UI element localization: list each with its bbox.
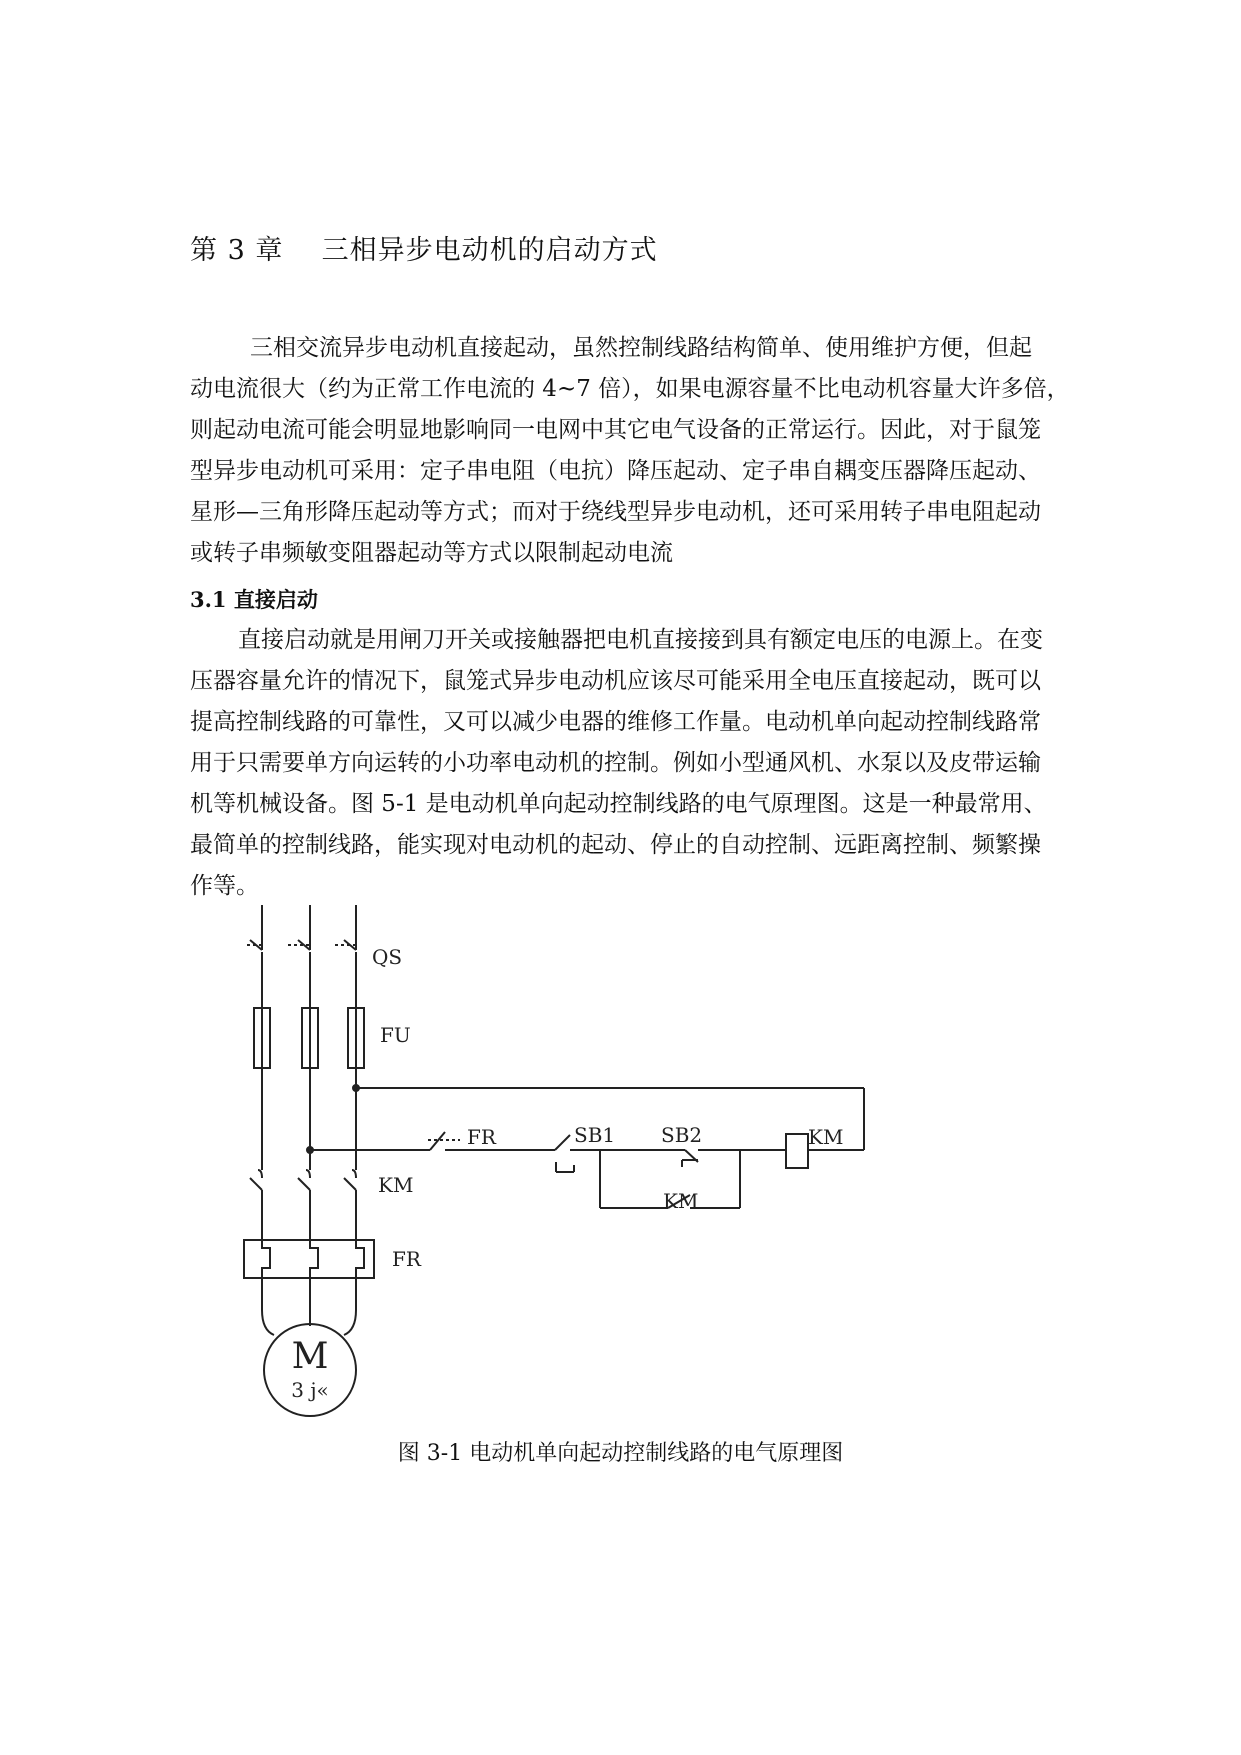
text-line: 机等机械设备。图 5-1 是电动机单向起动控制线路的电气原理图。这是一种最常用、 (190, 791, 1047, 817)
chapter-title: 第 3 章 三相异步电动机的启动方式 (190, 235, 658, 266)
text-line: 提高控制线路的可靠性，又可以减少电器的维修工作量。电动机单向起动控制线路常 (190, 709, 1041, 735)
sb1-label: SB1 (574, 1123, 616, 1147)
km-coil-label: KM (808, 1125, 844, 1149)
fu-label: FU (380, 1023, 411, 1047)
text-line: 动电流很大（约为正常工作电流的 4~7 倍），如果电源容量不比电动机容量大许多倍， (190, 376, 1070, 402)
text-line: 直接启动就是用闸刀开关或接触器把电机直接接到具有额定电压的电源上。在变 (238, 627, 1043, 653)
text-line: 最简单的控制线路，能实现对电动机的起动、停止的自动控制、远距离控制、频繁操 (190, 832, 1041, 858)
qs-switch (247, 940, 356, 1005)
qs-label: QS (372, 945, 403, 969)
text-line: 星形—三角形降压起动等方式；而对于绕线型异步电动机，还可采用转子串电阻起动 (190, 499, 1041, 525)
sb2-label: SB2 (661, 1123, 703, 1147)
km-main-contacts (250, 1170, 356, 1240)
km-aux-label: KM (663, 1189, 699, 1213)
motor-phase-label: 3 j« (291, 1378, 329, 1402)
fr-control-label: FR (467, 1125, 496, 1149)
text-line: 三相交流异步电动机直接起动，虽然控制线路结构简单、使用维护方便，但起 (250, 335, 1032, 361)
text-line: 则起动电流可能会明显地影响同一电网中其它电气设备的正常运行。因此，对于鼠笼 (190, 417, 1041, 443)
text-line: 或转子串频敏变阻器起动等方式以限制起动电流 (190, 540, 673, 566)
power-lines-top (262, 905, 356, 950)
text-line: 型异步电动机可采用：定子串电阻（电抗）降压起动、定子串自耦变压器降压起动、 (190, 458, 1041, 484)
text-line: 作等。 (190, 873, 259, 899)
fr-main-label: FR (392, 1247, 421, 1271)
fr-thermal-relay (244, 1240, 374, 1310)
section-heading: 3.1 直接启动 (190, 587, 318, 612)
text-line: 压器容量允许的情况下，鼠笼式异步电动机应该尽可能采用全电压直接起动，既可以 (190, 668, 1041, 694)
motor-m-label: M (291, 1336, 329, 1377)
km-main-label: KM (378, 1173, 414, 1197)
text-line: 用于只需要单方向运转的小功率电动机的控制。例如小型通风机、水泵以及皮带运输 (190, 750, 1041, 776)
fu-fuses (254, 1000, 364, 1076)
figure-caption: 图 3-1 电动机单向起动控制线路的电气原理图 (397, 1441, 844, 1466)
